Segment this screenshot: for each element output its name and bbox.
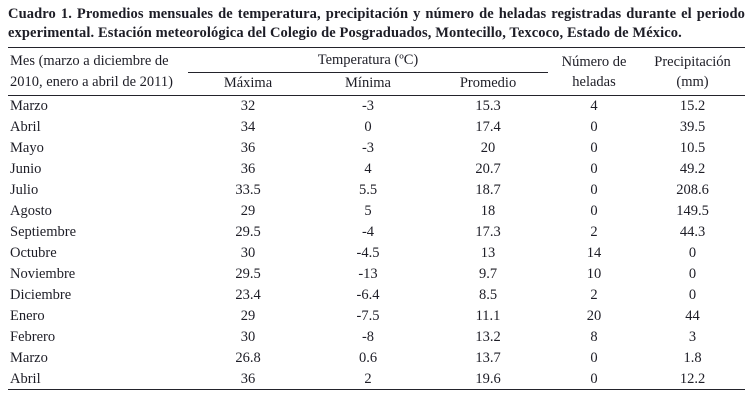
cell-precipitacion: 39.5 [679, 119, 706, 135]
cell-maxima: 23.4 [235, 287, 261, 303]
cell-minima: 0 [364, 119, 372, 135]
cell-precipitacion: 149.5 [676, 203, 709, 219]
cell-minima: 0.6 [358, 350, 378, 366]
cell-maxima: 30 [240, 245, 256, 261]
cell-maxima: 29.5 [235, 224, 261, 240]
cell-maxima: 33.5 [235, 182, 261, 198]
cell-heladas: 0 [590, 119, 598, 135]
cell-maxima: 30 [240, 329, 256, 345]
table-row [8, 306, 745, 327]
cell-mes: Marzo [10, 350, 48, 366]
cell-mes: Junio [10, 161, 42, 177]
cell-precipitacion: 15.2 [679, 98, 706, 115]
table-row [8, 285, 745, 306]
cell-promedio: 13 [480, 245, 496, 261]
cell-maxima: 26.8 [235, 350, 261, 366]
table-row [8, 159, 745, 180]
cell-precipitacion: 3 [688, 329, 697, 345]
table-row [8, 96, 745, 117]
cell-promedio: 15.3 [475, 98, 501, 115]
cell-precipitacion: 0 [688, 266, 697, 282]
header-row-group [8, 48, 745, 73]
cell-mes: Mayo [10, 140, 44, 156]
cell-maxima: 29 [240, 203, 256, 219]
cell-heladas: 0 [590, 370, 598, 387]
cell-minima: -6.4 [356, 287, 380, 303]
cell-minima: -3 [361, 140, 375, 156]
cell-minima: -13 [358, 266, 378, 282]
cell-heladas: 0 [590, 203, 598, 219]
cell-mes: Octubre [10, 245, 57, 261]
cell-minima: 4 [364, 161, 372, 177]
table-row [8, 138, 745, 159]
cell-precipitacion: 44 [685, 308, 700, 324]
cell-heladas: 4 [590, 98, 598, 115]
column-header-maxima: Máxima [223, 75, 273, 91]
weather-data-table [8, 47, 745, 390]
cell-maxima: 29 [240, 308, 256, 324]
table-row [8, 348, 745, 369]
column-header-precipitacion: Precipitación (mm) [654, 53, 731, 90]
cell-promedio: 13.7 [475, 350, 501, 366]
cell-promedio: 17.3 [475, 224, 501, 240]
cell-mes: Marzo [10, 98, 48, 115]
cell-minima: -8 [361, 329, 375, 345]
cell-precipitacion: 0 [688, 245, 697, 261]
table-row [8, 201, 745, 222]
cell-heladas: 20 [586, 308, 602, 324]
table-row [8, 369, 745, 390]
cell-promedio: 9.7 [478, 266, 498, 282]
cell-minima: -4.5 [356, 245, 380, 261]
table-row [8, 117, 745, 138]
column-header-mes: Mes (marzo a diciembre de 2010, enero a abril de 2011) [10, 52, 173, 90]
cell-precipitacion: 208.6 [676, 182, 709, 198]
cell-heladas: 0 [590, 350, 598, 366]
cell-precipitacion: 12.2 [679, 370, 706, 387]
cell-precipitacion: 49.2 [679, 161, 706, 177]
table-row [8, 180, 745, 201]
cell-promedio: 8.5 [478, 287, 498, 303]
cell-minima: -7.5 [356, 308, 380, 324]
cell-heladas: 14 [586, 245, 602, 261]
cell-maxima: 36 [240, 140, 256, 156]
cell-precipitacion: 44.3 [679, 224, 706, 240]
cell-maxima: 29.5 [235, 266, 261, 282]
cell-promedio: 18 [480, 203, 496, 219]
cell-mes: Diciembre [10, 287, 72, 303]
cell-heladas: 0 [590, 140, 598, 156]
cell-mes: Septiembre [10, 224, 77, 240]
cell-heladas: 8 [590, 329, 598, 345]
cell-heladas: 2 [590, 224, 598, 240]
table-row [8, 327, 745, 348]
cell-promedio: 18.7 [475, 182, 501, 198]
table-header [8, 48, 745, 96]
table-row [8, 222, 745, 243]
cell-heladas: 2 [590, 287, 598, 303]
cell-mes: Febrero [10, 329, 56, 345]
cell-minima: -3 [361, 98, 375, 115]
cell-mes: Abril [10, 370, 41, 387]
column-header-promedio: Promedio [459, 75, 517, 91]
cell-minima: -4 [361, 224, 375, 240]
cell-minima: 5 [364, 203, 372, 219]
cell-promedio: 11.1 [475, 308, 501, 324]
cell-minima: 2 [364, 370, 372, 387]
column-group-temperatura: Temperatura (ºC) [188, 48, 548, 73]
cell-heladas: 0 [590, 161, 598, 177]
table-caption: Cuadro 1. Promedios mensuales de temperatura, precipitación y número de heladas registradas durante el periodo experimental. Estación meteorológica del Colegio de Posgraduados, Montecillo, Texcoco, Estado de México. [8, 6, 745, 41]
cell-mes: Enero [10, 308, 45, 324]
cell-maxima: 36 [240, 161, 256, 177]
cell-mes: Abril [10, 119, 41, 135]
cell-precipitacion: 0 [688, 287, 697, 303]
cell-mes: Julio [10, 182, 39, 198]
cell-heladas: 0 [590, 182, 598, 198]
cell-mes: Noviembre [10, 266, 76, 282]
cell-promedio: 20.7 [475, 161, 501, 177]
cell-maxima: 34 [240, 119, 256, 135]
column-header-numero-de-heladas: Número de heladas [561, 53, 627, 90]
cell-maxima: 36 [240, 370, 256, 387]
cell-mes: Agosto [10, 203, 52, 219]
table-body [8, 96, 745, 390]
cell-minima: 5.5 [358, 182, 378, 198]
cell-promedio: 20 [480, 140, 496, 156]
cell-precipitacion: 1.8 [683, 350, 702, 366]
table-row [8, 264, 745, 285]
cell-precipitacion: 10.5 [679, 140, 706, 156]
cell-promedio: 17.4 [475, 119, 501, 135]
column-header-minima: Mínima [345, 75, 391, 91]
cell-promedio: 13.2 [475, 329, 501, 345]
cell-promedio: 19.6 [475, 370, 501, 387]
cell-heladas: 10 [586, 266, 602, 282]
cell-maxima: 32 [240, 98, 256, 115]
table-row [8, 243, 745, 264]
